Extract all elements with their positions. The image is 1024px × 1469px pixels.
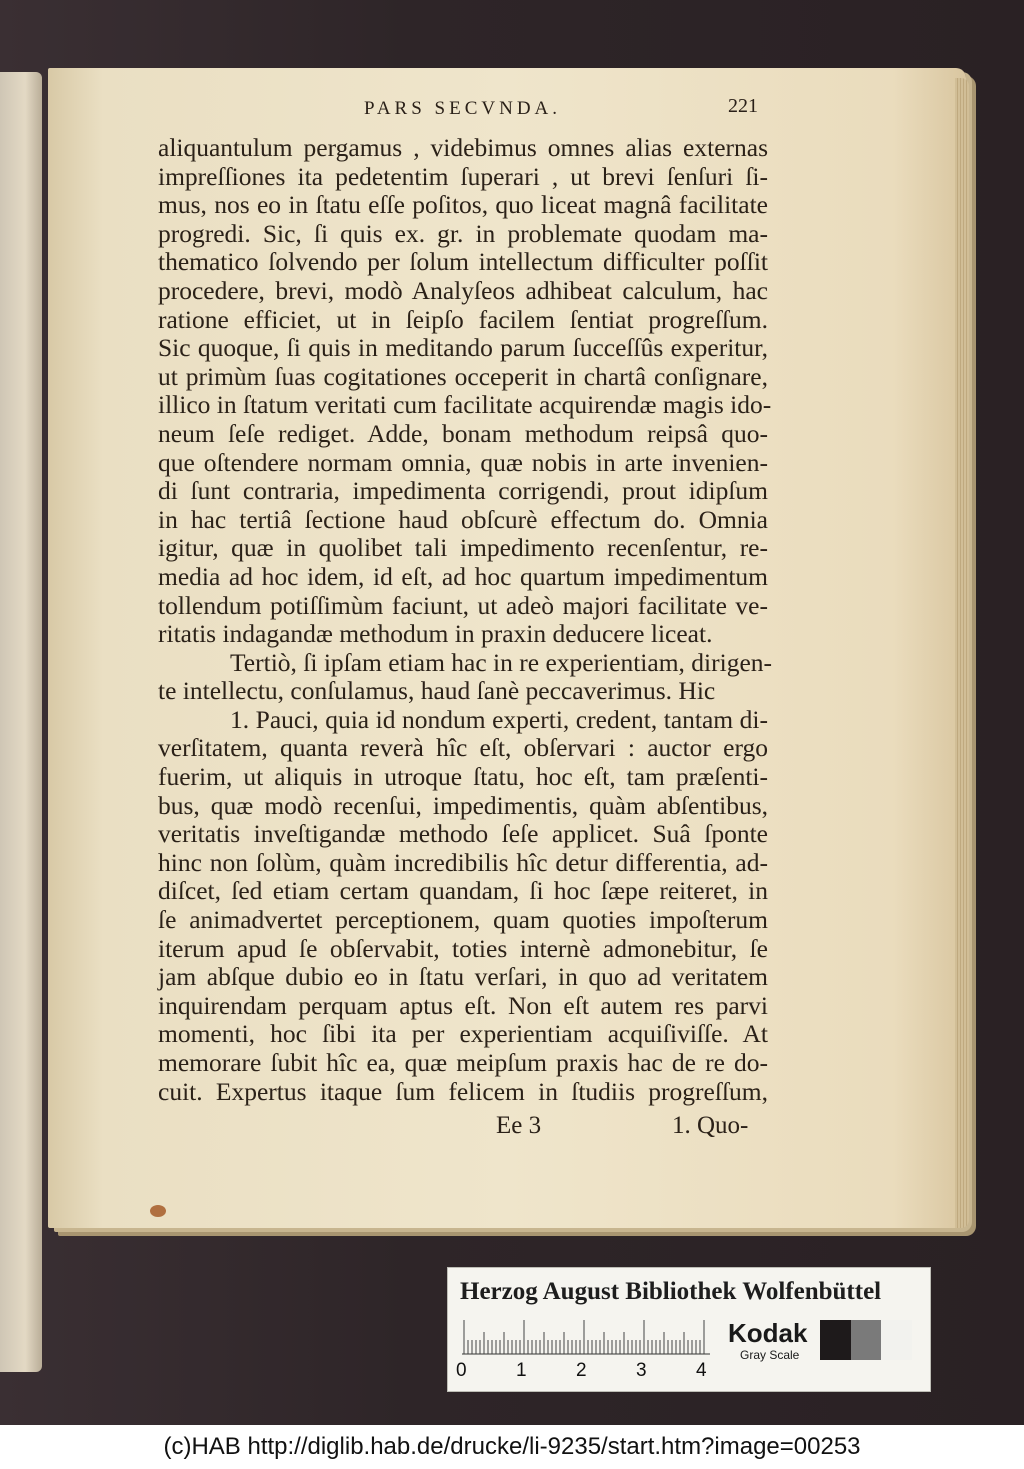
color-calibration-card (447, 1267, 931, 1392)
text-line: inquirendam perquam aptus eſt. Non eſt autem res parvi (158, 990, 768, 1020)
gray-swatch (820, 1320, 851, 1360)
gray-swatch (881, 1320, 912, 1360)
text-line: ſe animadvertet perceptionem, quam quoties impoſterum (158, 905, 768, 935)
facing-page-edge (0, 72, 42, 1372)
ink-stain (150, 1205, 166, 1217)
gray-scale-swatches (820, 1320, 912, 1360)
text-line: ritatis indagandæ methodum in praxin deducere liceat. (158, 619, 713, 649)
text-line: Sic quoque, ſi quis in meditando parum ſucceſſûs experitur, (158, 333, 768, 363)
text-line: progredi. Sic, ſi quis ex. gr. in problemate quodam ma- (158, 218, 768, 248)
text-line: verſitatem, quanta reverà hîc eſt, obſervari : auctor ergo (158, 733, 768, 763)
text-line: igitur, quæ in quolibet tali impedimento recenſentur, re- (158, 533, 768, 563)
text-line: in hac tertiâ ſectione haud obſcurè effectum do. Omnia (158, 504, 768, 534)
text-line: te intellectu, conſulamus, haud ſanè peccaverimus. Hic (158, 676, 716, 706)
page-text (158, 133, 773, 1106)
text-line: diſcet, ſed etiam certam quandam, ſi hoc ſæpe reiteret, in (158, 876, 768, 906)
text-line: di ſunt contraria, impedimenta corrigendi, prout idipſum (158, 476, 768, 506)
text-line: fuerim, ut aliquis in utroque ſtatu, hoc eſt, tam præſenti- (158, 762, 768, 792)
text-line: hinc non ſolùm, quàm incredibilis hîc detur differentia, ad- (158, 847, 768, 877)
copyright-url: (c)HAB http://diglib.hab.de/drucke/li-9235/start.htm?image=00253 (163, 1433, 861, 1460)
scale-ruler (462, 1320, 712, 1356)
text-line: jam abſque dubio eo in ſtatu verſari, in quo ad veritatem (158, 962, 768, 992)
ruler-label: 2 (576, 1360, 587, 1381)
text-line: aliquantulum pergamus , videbimus omnes alias externas (158, 133, 768, 162)
text-line: procedere, brevi, modò Analyſeos adhibeat calculum, hac (158, 275, 768, 305)
running-head: PARS SECVNDA. (364, 98, 562, 119)
text-line: iterum apud ſe obſervabit, toties internè admonebitur, ſe (158, 933, 768, 963)
kodak-logo: Kodak (728, 1318, 808, 1348)
text-line: 1. Pauci, quia id nondum experti, credent, tantam di- (230, 704, 768, 734)
text-line: mus, nos eo in ſtatu eſſe poſitos, quo liceat magnâ facilitate (158, 190, 768, 220)
text-line: ratione efficiet, ut in ſeipſo facilem ſentiat progreſſum. (158, 304, 768, 334)
text-line: media ad hoc idem, id eſt, ad hoc quartum impedimentum (158, 561, 768, 591)
gray-scale-label: Gray Scale (740, 1348, 800, 1362)
ruler-labels (456, 1360, 716, 1382)
text-line: neum ſeſe rediget. Adde, bonam methodum reipsâ quo- (158, 418, 768, 448)
ruler-label: 0 (456, 1360, 467, 1381)
ruler-label: 4 (696, 1360, 707, 1381)
text-line: bus, quæ modò recenſui, impedimentis, quàm abſentibus, (158, 790, 768, 820)
page-number: 221 (728, 95, 758, 117)
ruler-label: 3 (636, 1360, 647, 1381)
text-line: illico in ſtatum veritati cum facilitate acquirendæ magis ido- (158, 390, 772, 420)
text-line: memorare ſubit hîc ea, quæ meipſum praxis hac de re do- (158, 1048, 768, 1077)
signature-mark: Ee 3 (496, 1112, 542, 1139)
text-line: Tertiò, ſi ipſam etiam hac in re experientiam, dirigen- (230, 647, 773, 677)
text-line: veritatis inveſtigandæ methodo ſeſe applicet. Suâ ſponte (158, 819, 768, 849)
library-name: Herzog August Bibliothek Wolfenbüttel (460, 1278, 882, 1305)
text-line: momenti, hoc ſibi ita per experientiam acquiſiviſſe. At (158, 1019, 768, 1049)
text-line: cuit. Expertus itaque ſum felicem in ſtudiis progreſſum, (158, 1076, 768, 1106)
text-line: impreſſiones ita pedetentim ſuperari , ut brevi ſenſuri ſi- (158, 161, 768, 191)
page-fore-edge (955, 78, 969, 1228)
text-line: ut primùm ſuas cogitationes occeperit in chartâ conſignare, (158, 361, 768, 391)
text-line: tollendum potiſſimùm faciunt, ut adeò majori facilitate ve- (158, 590, 768, 620)
gray-swatch (851, 1320, 882, 1360)
scan-right-margin (1000, 0, 1024, 1425)
text-line: que oſtendere normam omnia, quæ nobis in arte invenien- (158, 447, 768, 477)
catchword: 1. Quo- (672, 1112, 749, 1139)
ruler-label: 1 (516, 1360, 527, 1381)
text-line: thematico ſolvendo per ſolum intellectum difficulter poſſit (158, 247, 768, 277)
